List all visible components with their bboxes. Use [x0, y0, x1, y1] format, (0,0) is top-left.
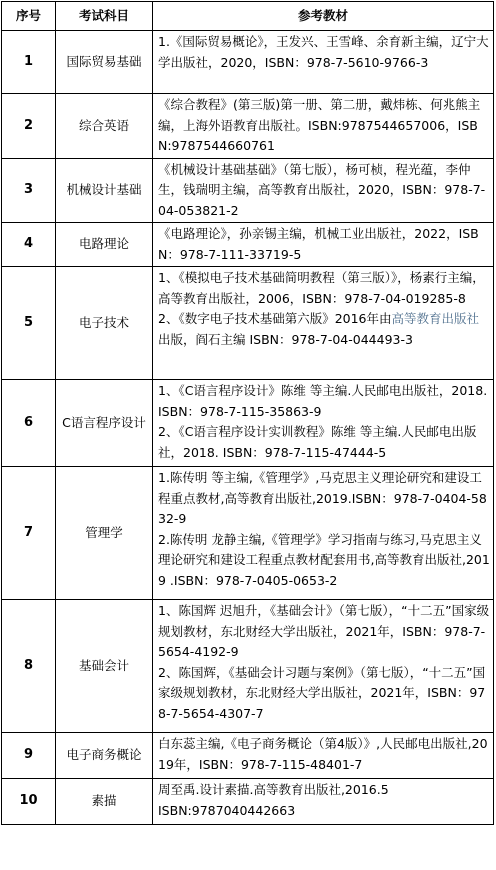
table-row [2, 779, 494, 825]
subject-cell: 国际贸易基础 [56, 31, 153, 94]
books-cell: 《机械设计基础基础》（第七版），杨可桢，程光蕴，李仲生，钱瑞明主编，高等教育出版社，2020，ISBN：978-7-04-053821-2 [153, 158, 494, 223]
table-row [2, 467, 494, 600]
row-number: 8 [2, 600, 56, 733]
books-cell [153, 779, 494, 825]
book-entry: 周至禹.设计素描.高等教育出版社,2016.5 [158, 782, 389, 797]
books-cell: 《综合教程》(第三版)第一册、第二册，戴炜栋、何兆熊主编，上海外语教育出版社。ISBN:9787544657006，ISBN:9787544660761 [153, 94, 494, 159]
books-cell: 《电路理论》，孙亲锡主编，机械工业出版社，2022，ISBN：978-7-111-33719-5 [153, 223, 494, 267]
header-row [2, 2, 494, 31]
book-entry: 2、陈国辉，《基础会计习题与案例》（第七版），“十二五”国家级规划教材，东北财经大学出版社，2021年，ISBN：978-7-5654-4307-7 [158, 664, 486, 721]
header-no: 序号 [2, 2, 56, 31]
books-cell: 1.《国际贸易概论》，王发兴、王雪峰、余育新主编，辽宁大学出版社，2020，ISBN：978-7-5610-9766-3 [153, 31, 494, 94]
row-number: 7 [2, 467, 56, 600]
table-row [2, 380, 494, 467]
subject-cell: 综合英语 [56, 94, 153, 159]
book-entry: 1、《C语言程序设计》陈维 等主编.人民邮电出版社，2018. ISBN：978-7-115-35863-9 [158, 383, 488, 419]
row-number: 4 [2, 223, 56, 267]
table-row [2, 600, 494, 733]
table-row [2, 31, 494, 94]
books-cell: 白东蕊主编,《电子商务概论（第4版）》,人民邮电出版社,2019年，ISBN：978-7-115-48401-7 [153, 733, 494, 779]
table-row [2, 223, 494, 267]
book-entry: 1.陈传明 等主编,《管理学》,马克思主义理论研究和建设工程重点教材,高等教育出版社,2019.ISBN：978-7-0404-5832-9 [158, 470, 487, 526]
subject-cell: 电路理论 [56, 223, 153, 267]
book-entry-part: 出版，阎石主编 ISBN：978-7-04-044493-3 [158, 331, 413, 347]
book-entry: 2.陈传明 龙静主编,《管理学》学习指南与练习,马克思主义理论研究和建设工程重点教材配套用书,高等教育出版社,2019 .ISBN：978-7-0405-0653-2 [158, 531, 490, 588]
subject-cell: 机械设计基础 [56, 158, 153, 223]
books-cell [153, 600, 494, 733]
book-entry: 1、《模拟电子技术基础简明教程（第三版）》，杨素行主编，高等教育出版社，2006，ISBN：978-7-04-019285-8 [158, 270, 485, 306]
row-number: 5 [2, 267, 56, 380]
row-number: 3 [2, 158, 56, 223]
subject-cell: 电子商务概论 [56, 733, 153, 779]
book-entry-part: 2、《数字电子技术基础第六版》2016年由 [158, 311, 392, 326]
books-cell [153, 467, 494, 600]
book-entry: 1、陈国辉 迟旭升，《基础会计》（第七版），“十二五”国家级规划教材，东北财经大学出版社，2021年，ISBN：978-7-5654-4192-9 [158, 603, 490, 659]
table-row [2, 94, 494, 159]
books-cell [153, 267, 494, 380]
subject-cell: 素描 [56, 779, 153, 825]
header-subject: 考试科目 [56, 2, 153, 31]
table-row [2, 733, 494, 779]
row-number: 9 [2, 733, 56, 779]
subject-cell: C语言程序设计 [56, 380, 153, 467]
subject-cell: 基础会计 [56, 600, 153, 733]
table-row [2, 158, 494, 223]
table-row [2, 267, 494, 380]
book-entry [158, 309, 490, 350]
subject-cell: 管理学 [56, 467, 153, 600]
book-entry: ISBN:9787040442663 [158, 802, 296, 818]
header-books: 参考教材 [153, 2, 494, 31]
row-number: 6 [2, 380, 56, 467]
row-number: 10 [2, 779, 56, 825]
textbook-table [1, 1, 494, 825]
row-number: 2 [2, 94, 56, 159]
publisher-highlight: 高等教育出版社 [391, 311, 480, 326]
book-entry: 2、《C语言程序设计实训教程》陈维 等主编.人民邮电出版社，2018. ISBN：978-7-115-47444-5 [158, 424, 477, 460]
books-cell [153, 380, 494, 467]
row-number: 1 [2, 31, 56, 94]
subject-cell: 电子技术 [56, 267, 153, 380]
